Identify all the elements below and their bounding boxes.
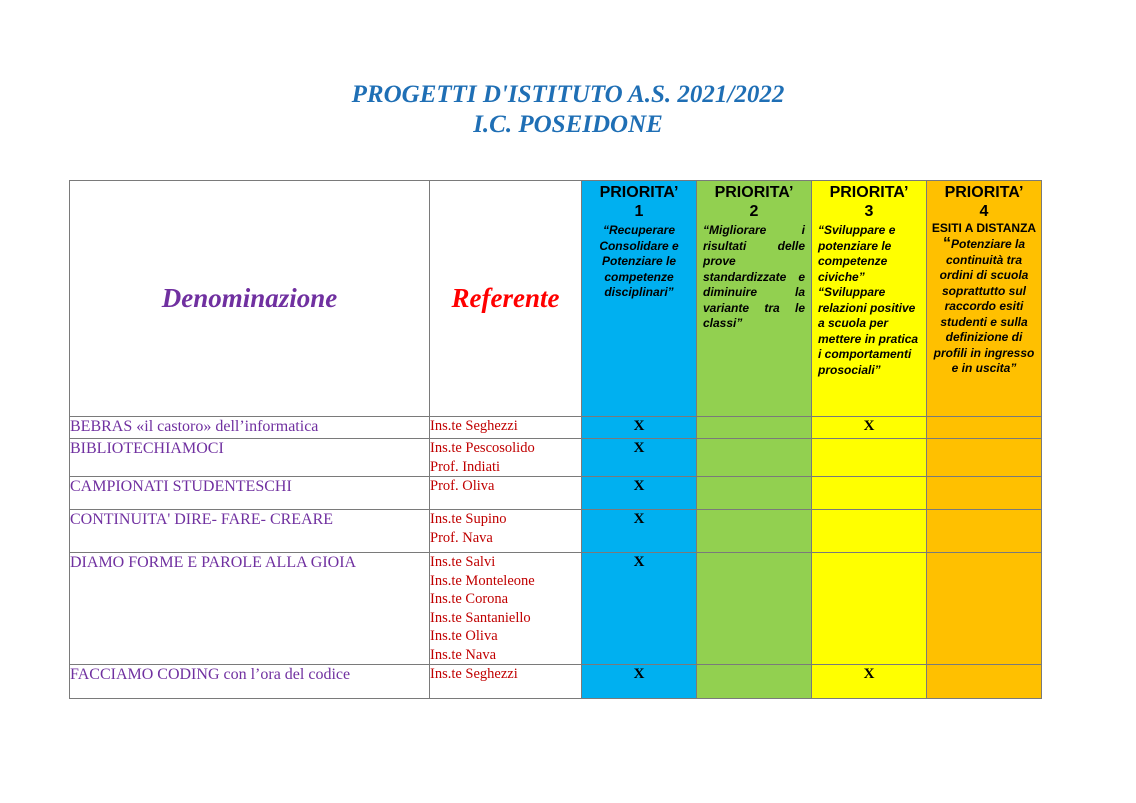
priority-4-mark [927, 439, 1042, 477]
priority-2-label: PRIORITA’ [714, 184, 794, 201]
project-name: DIAMO FORME E PAROLE ALLA GIOIA [70, 553, 430, 665]
table-row [70, 665, 1042, 699]
priority-1-mark: X [582, 477, 697, 510]
priority-3-mark [812, 477, 927, 510]
priority-2-mark [697, 553, 812, 665]
priority-1-header [582, 181, 697, 417]
referent: Ins.te Monteleone [430, 572, 535, 589]
priority-2-mark [697, 510, 812, 553]
header-denominazione: Denominazione [70, 181, 430, 417]
priority-4-mark [927, 665, 1042, 699]
project-referents [430, 665, 582, 699]
priority-4-text: Potenziare la continuità tra ordini di scuola soprattutto sul raccordo esiti studenti e sulla definizione di profili in ingresso e in uscita” [933, 237, 1035, 375]
priority-3-label: PRIORITA’ [829, 184, 909, 201]
priority-4-quote: “ [942, 235, 951, 252]
referent: Ins.te Nava [430, 646, 497, 663]
table-row [70, 553, 1042, 665]
table-body [70, 417, 1042, 699]
priority-1-label: PRIORITA’ [599, 184, 679, 201]
priority-3-number: 3 [864, 203, 874, 220]
referent: Prof. Indiati [430, 458, 501, 475]
table-row [70, 439, 1042, 477]
project-name: FACCIAMO CODING con l’ora del codice [70, 665, 430, 699]
priority-1-mark: X [582, 510, 697, 553]
referent: Ins.te Pescosolido [430, 440, 535, 456]
referent: Ins.te Corona [430, 591, 509, 607]
school-name: I.C. POSEIDONE [473, 111, 663, 138]
project-name: BIBLIOTECHIAMOCI [70, 439, 430, 477]
priority-2-number: 2 [749, 203, 759, 220]
priority-3-quote: “ [818, 223, 824, 237]
priority-3-text: Sviluppare e potenziare le competenze civiche” “Sviluppare relazioni positive a scuola per mettere in pratica i comportamenti prosociali” [818, 223, 919, 377]
priority-4-label: PRIORITA’ [944, 184, 1024, 201]
project-referents [430, 553, 582, 665]
priority-3-mark: X [812, 665, 927, 699]
project-name: CONTINUITA' DIRE- FARE- CREARE [70, 510, 430, 553]
priority-4-mark [927, 510, 1042, 553]
priority-4-mark [927, 477, 1042, 510]
header-referente: Referente [430, 181, 582, 417]
priority-1-text: Recuperare Consolidare e Potenziare le competenze disciplinari” [599, 223, 679, 299]
referent: Prof. Oliva [430, 478, 495, 494]
project-name: BEBRAS «il castoro» dell’informatica [70, 417, 430, 439]
priority-4-subtitle: ESITI A DISTANZA [931, 221, 1037, 235]
priority-2-quote: “ [703, 223, 709, 237]
referent: Ins.te Seghezzi [430, 666, 518, 682]
priority-2-mark [697, 477, 812, 510]
referent: Prof. Nava [430, 529, 493, 546]
project-name: CAMPIONATI STUDENTESCHI [70, 477, 430, 510]
priority-1-mark: X [582, 553, 697, 665]
priority-1-mark: X [582, 439, 697, 477]
referent: Ins.te Oliva [430, 628, 498, 644]
header-row [70, 181, 1042, 417]
referent: Ins.te Supino [430, 511, 507, 527]
priority-1-quote: “ [602, 223, 609, 237]
project-referents [430, 417, 582, 439]
document-title: PROGETTI D'ISTITUTO A.S. 2021/2022 [351, 81, 785, 108]
priority-3-header [812, 181, 927, 417]
table-row [70, 417, 1042, 439]
priority-4-number: 4 [979, 203, 989, 220]
referent: Ins.te Seghezzi [430, 418, 518, 434]
priority-1-mark: X [582, 417, 697, 439]
priority-2-header [697, 181, 812, 417]
project-referents [430, 477, 582, 510]
priority-1-mark: X [582, 665, 697, 699]
priority-2-mark [697, 439, 812, 477]
priority-3-mark [812, 439, 927, 477]
projects-table [69, 180, 1042, 699]
project-referents [430, 439, 582, 477]
priority-2-mark [697, 417, 812, 439]
priority-3-mark [812, 510, 927, 553]
table-row [70, 510, 1042, 553]
priority-4-mark [927, 417, 1042, 439]
table-row [70, 477, 1042, 510]
priority-4-header [927, 181, 1042, 417]
priority-3-mark: X [812, 417, 927, 439]
referent: Ins.te Salvi [430, 554, 496, 570]
priority-2-text: Migliorare i risultati delle prove standardizzate e diminuire la variante tra le classi” [703, 223, 805, 330]
referent: Ins.te Santaniello [430, 609, 531, 626]
priority-3-mark [812, 553, 927, 665]
priority-1-number: 1 [634, 203, 644, 220]
priority-2-mark [697, 665, 812, 699]
priority-4-mark [927, 553, 1042, 665]
project-referents [430, 510, 582, 553]
